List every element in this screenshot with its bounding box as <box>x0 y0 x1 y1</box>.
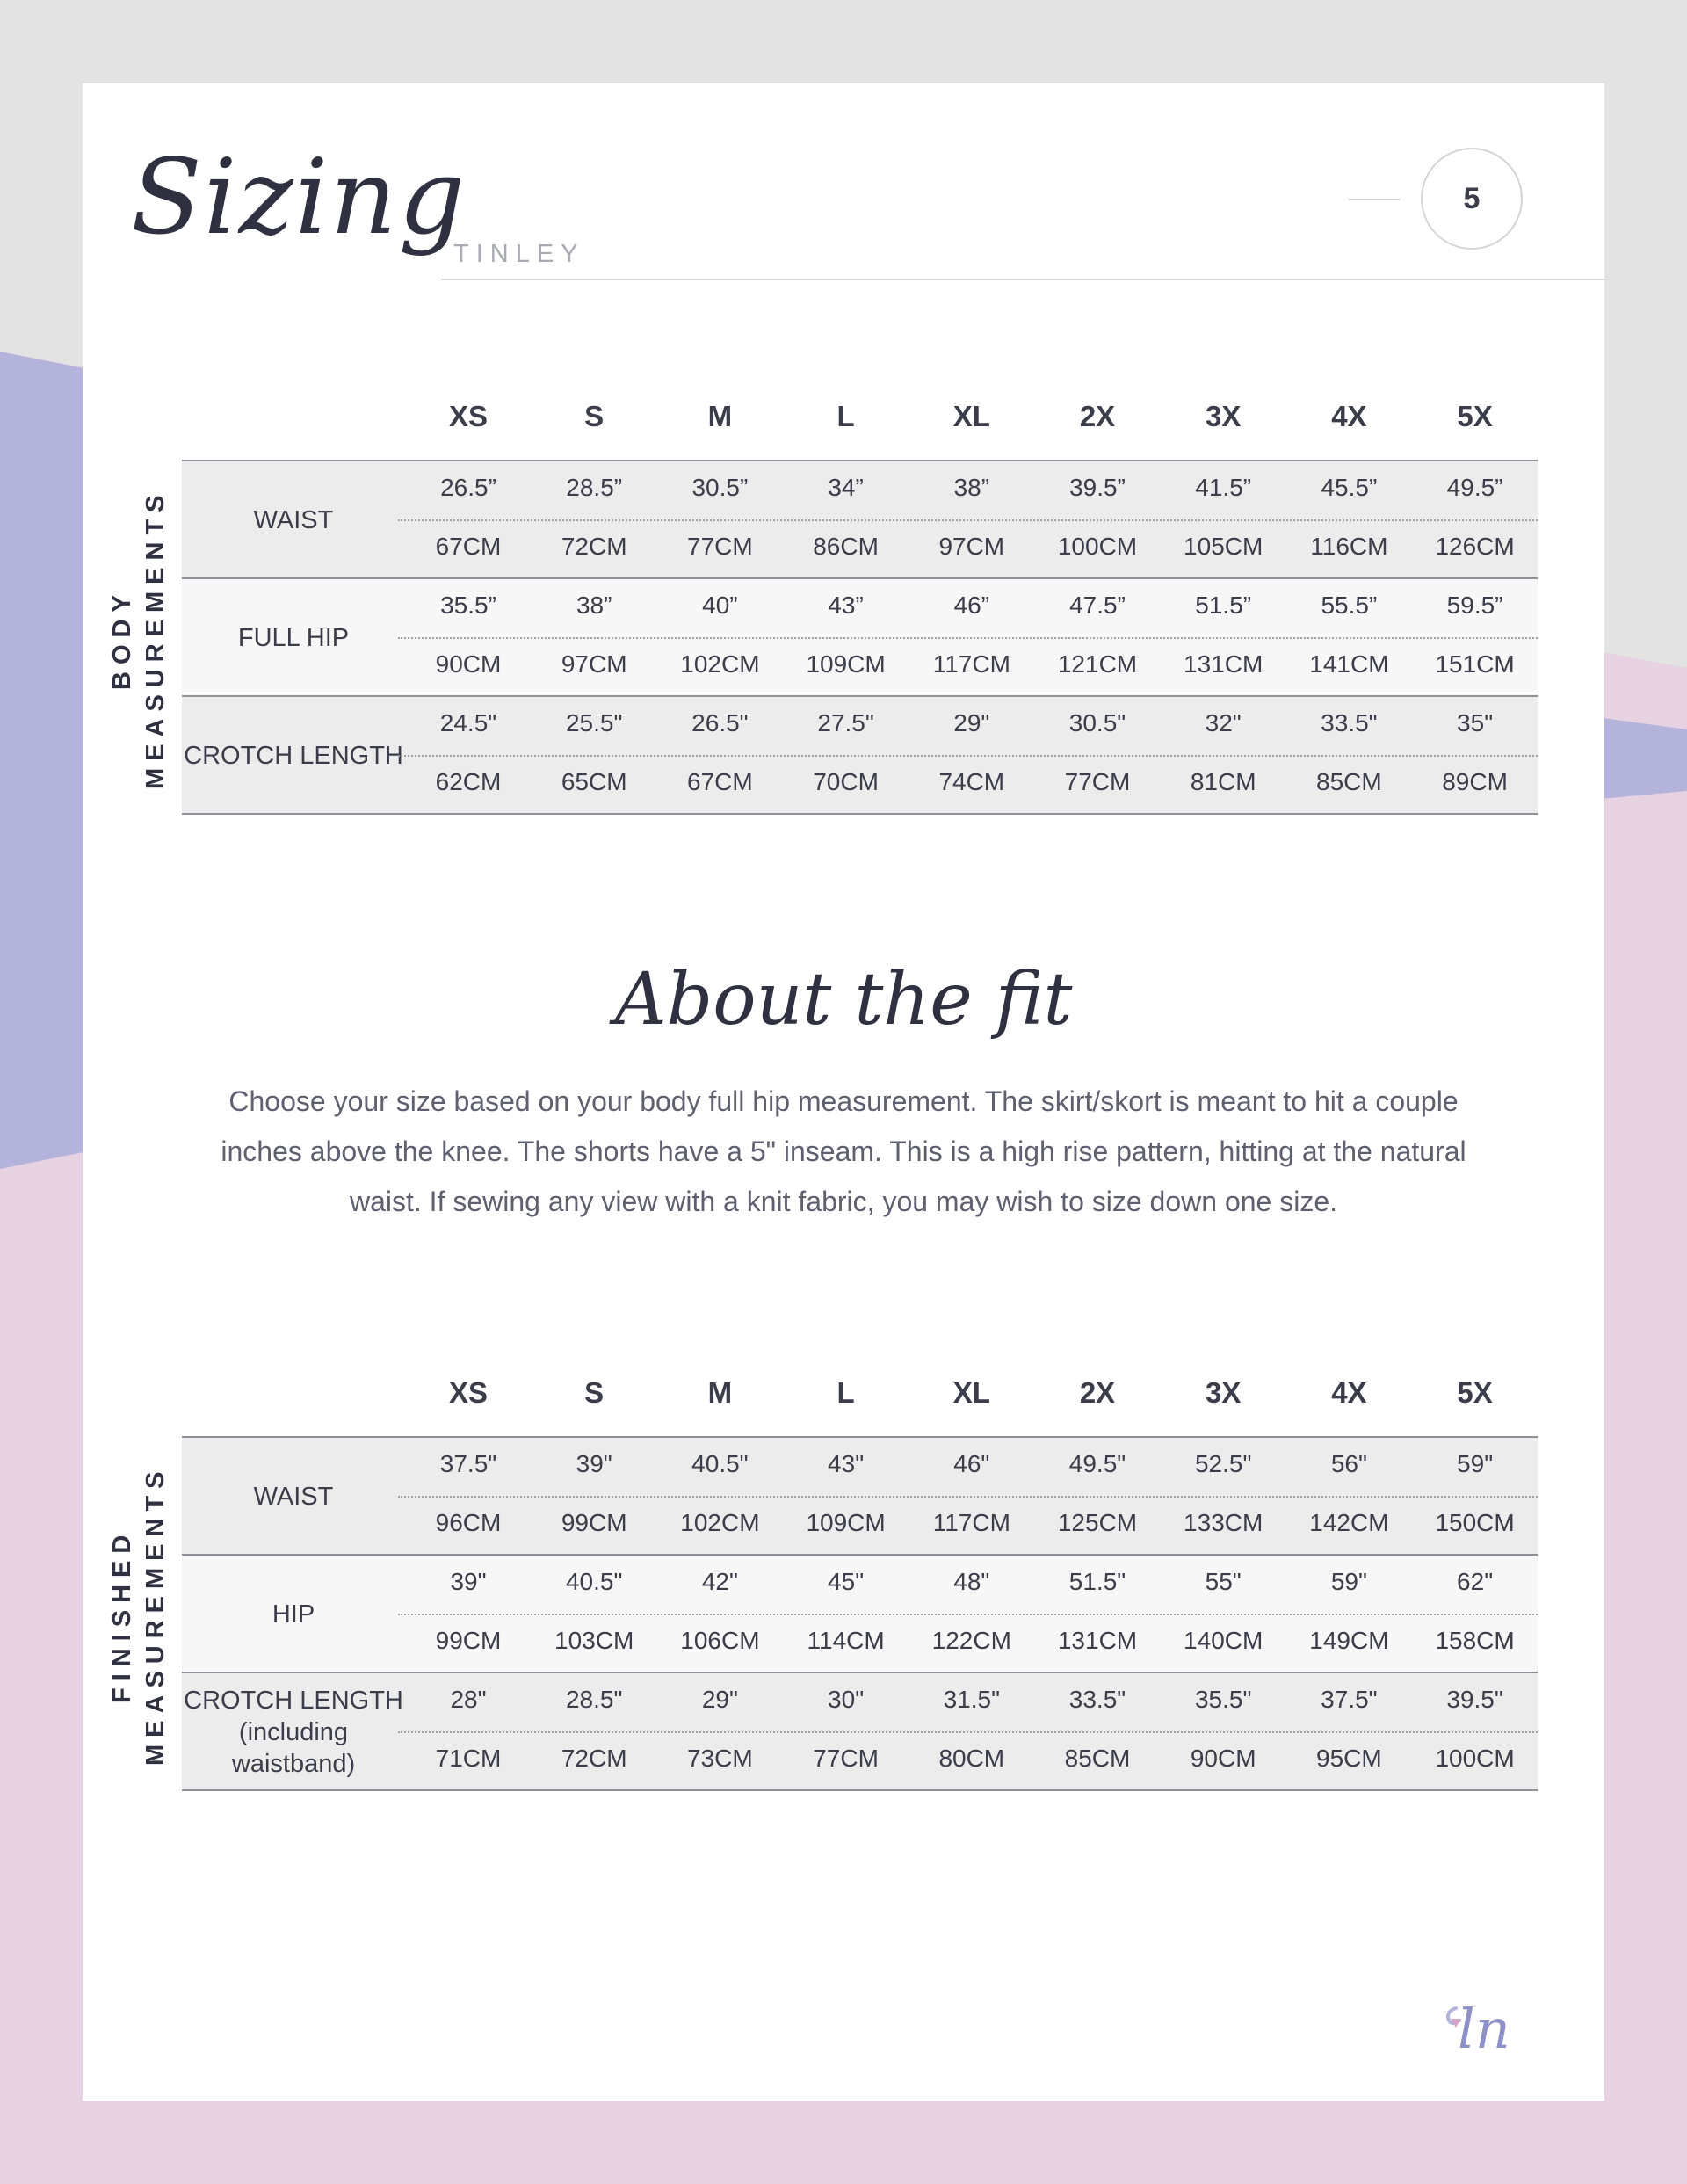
size-header-l: L <box>836 1376 855 1409</box>
cell-inches: 42" <box>701 1568 738 1595</box>
size-header-s: S <box>584 1376 605 1409</box>
cell-cm: 125CM <box>1057 1509 1138 1536</box>
cell-cm: 131CM <box>1184 650 1263 678</box>
side-label-line1: FINISHED <box>108 1527 136 1703</box>
cell-inches: 29" <box>701 1686 738 1713</box>
cell-inches: 33.5" <box>1068 1686 1126 1713</box>
cell-cm: 149CM <box>1309 1627 1389 1654</box>
logo-text: ln <box>1458 1997 1510 2061</box>
cell-cm: 81CM <box>1190 768 1256 795</box>
cell-cm: 95CM <box>1316 1745 1382 1772</box>
size-header-xl: XL <box>952 400 990 432</box>
cell-cm: 74CM <box>938 768 1005 795</box>
cell-inches: 39.5" <box>1446 1686 1503 1713</box>
cell-cm: 117CM <box>932 650 1010 678</box>
cell-cm: 77CM <box>1064 768 1131 795</box>
cell-inches: 38” <box>953 474 990 501</box>
cell-cm: 109CM <box>806 650 886 678</box>
cell-cm: 72CM <box>561 533 627 560</box>
cell-cm: 67CM <box>435 533 502 560</box>
cell-cm: 80CM <box>938 1745 1005 1772</box>
cell-cm: 77CM <box>687 533 753 560</box>
cell-inches: 59.5” <box>1446 591 1503 619</box>
cell-inches: 32" <box>1205 709 1242 736</box>
cell-cm: 62CM <box>435 768 502 795</box>
cell-inches: 33.5" <box>1321 709 1378 736</box>
cell-inches: 30" <box>828 1686 865 1713</box>
cell-inches: 40” <box>702 591 738 619</box>
cell-cm: 140CM <box>1184 1627 1263 1654</box>
cell-inches: 35.5” <box>440 591 496 619</box>
cell-cm: 72CM <box>561 1745 627 1772</box>
cell-cm: 133CM <box>1184 1509 1263 1536</box>
cell-inches: 34” <box>828 474 864 501</box>
cell-cm: 141CM <box>1309 650 1389 678</box>
cell-inches: 49.5” <box>1446 474 1503 501</box>
body-measurements-table <box>83 400 1604 910</box>
cell-inches: 52.5" <box>1194 1450 1252 1477</box>
cell-cm: 142CM <box>1309 1509 1389 1536</box>
size-header-2x: 2X <box>1079 1376 1116 1409</box>
cell-inches: 45" <box>828 1568 865 1595</box>
cell-cm: 126CM <box>1435 533 1515 560</box>
cell-cm: 67CM <box>687 768 753 795</box>
cell-inches: 59" <box>1330 1568 1367 1595</box>
cell-cm: 97CM <box>938 533 1005 560</box>
cell-inches: 28.5” <box>566 474 623 501</box>
cell-inches: 29" <box>953 709 990 736</box>
size-header-3x: 3X <box>1206 400 1242 432</box>
cell-cm: 71CM <box>435 1745 502 1772</box>
cell-cm: 100CM <box>1057 533 1138 560</box>
cell-cm: 99CM <box>435 1627 502 1654</box>
measurement-row-label: CROTCH LENGTH (including waistband) <box>184 1687 403 1778</box>
cell-cm: 86CM <box>813 533 879 560</box>
size-header-l: L <box>836 400 855 432</box>
size-header-5x: 5X <box>1457 1376 1493 1409</box>
page-number-dash <box>1349 199 1400 200</box>
cell-inches: 37.5" <box>439 1450 497 1477</box>
measurement-row-label: WAIST <box>253 506 334 534</box>
cell-inches: 56" <box>1330 1450 1367 1477</box>
pattern-name: TINLEY <box>453 240 585 268</box>
dotted-divider <box>398 637 1538 639</box>
cell-cm: 117CM <box>932 1509 1010 1536</box>
cell-cm: 89CM <box>1442 768 1508 795</box>
cell-cm: 158CM <box>1435 1627 1515 1654</box>
cell-inches: 41.5” <box>1195 474 1252 501</box>
cell-inches: 46" <box>953 1450 990 1477</box>
dotted-divider <box>398 1614 1538 1615</box>
cell-inches: 26.5” <box>440 474 496 501</box>
cell-inches: 39" <box>450 1568 487 1595</box>
dotted-divider <box>398 1731 1538 1733</box>
cell-inches: 47.5” <box>1069 591 1126 619</box>
row-divider <box>182 1789 1538 1791</box>
cell-inches: 28" <box>450 1686 487 1713</box>
cell-cm: 90CM <box>435 650 502 678</box>
dotted-divider <box>398 755 1538 757</box>
cell-cm: 77CM <box>813 1745 879 1772</box>
size-header-xl: XL <box>952 1376 990 1409</box>
cell-cm: 70CM <box>813 768 879 795</box>
cell-cm: 121CM <box>1057 650 1138 678</box>
cell-cm: 131CM <box>1057 1627 1138 1654</box>
dotted-divider <box>398 1496 1538 1498</box>
row-divider <box>182 813 1538 815</box>
cell-cm: 99CM <box>561 1509 627 1536</box>
about-the-fit-heading: About the fit <box>614 958 1073 1041</box>
cell-cm: 90CM <box>1190 1745 1256 1772</box>
cell-cm: 97CM <box>561 650 627 678</box>
size-header-xs: XS <box>448 400 489 432</box>
cell-cm: 151CM <box>1435 650 1515 678</box>
measurement-row-label: CROTCH LENGTH <box>184 742 403 770</box>
cell-cm: 114CM <box>807 1627 885 1654</box>
cell-cm: 73CM <box>687 1745 753 1772</box>
cell-cm: 105CM <box>1184 533 1263 560</box>
side-label-line2: MEASUREMENTS <box>141 488 170 790</box>
header-divider <box>441 279 1605 280</box>
cell-cm: 150CM <box>1435 1509 1515 1536</box>
cell-cm: 116CM <box>1310 533 1388 560</box>
cell-inches: 46” <box>953 591 990 619</box>
page-title: Sizing <box>131 136 467 258</box>
size-header-s: S <box>584 400 605 432</box>
cell-inches: 28.5" <box>565 1686 623 1713</box>
cell-inches: 51.5” <box>1195 591 1252 619</box>
cell-cm: 122CM <box>931 1627 1011 1654</box>
page-number <box>1421 148 1523 250</box>
size-header-m: M <box>707 400 733 432</box>
cell-inches: 43" <box>828 1450 865 1477</box>
cell-inches: 37.5" <box>1321 1686 1378 1713</box>
cell-inches: 40.5" <box>691 1450 749 1477</box>
cell-cm: 102CM <box>680 1509 760 1536</box>
cell-cm: 106CM <box>680 1627 760 1654</box>
cell-cm: 103CM <box>554 1627 634 1654</box>
size-header-3x: 3X <box>1206 1376 1242 1409</box>
side-label-line1: BODY <box>108 588 136 690</box>
size-header-4x: 4X <box>1331 400 1367 432</box>
cell-inches: 25.5" <box>565 709 623 736</box>
cell-inches: 51.5" <box>1068 1568 1126 1595</box>
cell-cm: 100CM <box>1435 1745 1515 1772</box>
dotted-divider <box>398 519 1538 521</box>
about-the-fit-text: Choose your size based on your body full hip measurement. The skirt/skort is meant to hit a couple inches above the knee. The shorts have a 5" inseam. This is a high rise pattern, hitting at the natural waist. If sewing any view with a knit fabric, you may wish to size down one size. <box>221 1085 1466 1217</box>
cell-inches: 27.5" <box>817 709 874 736</box>
cell-inches: 59" <box>1457 1450 1494 1477</box>
size-header-4x: 4X <box>1331 1376 1367 1409</box>
page-number-text: 5 <box>1463 181 1481 215</box>
size-header-xs: XS <box>448 1376 489 1409</box>
cell-inches: 39.5” <box>1069 474 1126 501</box>
cell-inches: 62" <box>1457 1568 1494 1595</box>
measurement-row-label: FULL HIP <box>237 624 350 652</box>
cell-cm: 96CM <box>435 1509 502 1536</box>
side-label-line2: MEASUREMENTS <box>141 1464 170 1767</box>
cell-inches: 30.5" <box>1068 709 1126 736</box>
measurement-row-label: WAIST <box>253 1483 334 1511</box>
cell-cm: 85CM <box>1316 768 1382 795</box>
size-header-5x: 5X <box>1457 400 1493 432</box>
cell-cm: 102CM <box>680 650 760 678</box>
brand-logo <box>1431 1973 1528 2070</box>
cell-inches: 55" <box>1205 1568 1242 1595</box>
cell-inches: 43” <box>828 591 864 619</box>
table-side-label <box>105 461 172 816</box>
table-side-label <box>105 1438 172 1793</box>
cell-inches: 30.5” <box>691 474 749 501</box>
cell-inches: 26.5" <box>691 709 749 736</box>
cell-inches: 24.5" <box>439 709 497 736</box>
cell-inches: 45.5” <box>1321 474 1378 501</box>
cell-cm: 109CM <box>806 1509 886 1536</box>
cell-cm: 65CM <box>561 768 627 795</box>
cell-inches: 49.5" <box>1068 1450 1126 1477</box>
cell-cm: 85CM <box>1064 1745 1131 1772</box>
cell-inches: 39" <box>576 1450 612 1477</box>
measurement-row-label: HIP <box>272 1600 315 1629</box>
cell-inches: 55.5” <box>1321 591 1378 619</box>
page <box>83 83 1604 2101</box>
finished-measurements-table <box>83 1376 1604 1886</box>
cell-inches: 31.5" <box>943 1686 1001 1713</box>
size-header-m: M <box>707 1376 733 1409</box>
cell-inches: 35" <box>1457 709 1494 736</box>
cell-inches: 40.5" <box>565 1568 623 1595</box>
size-header-2x: 2X <box>1079 400 1116 432</box>
cell-inches: 48" <box>953 1568 990 1595</box>
cell-inches: 35.5" <box>1194 1686 1252 1713</box>
cell-inches: 38” <box>576 591 612 619</box>
